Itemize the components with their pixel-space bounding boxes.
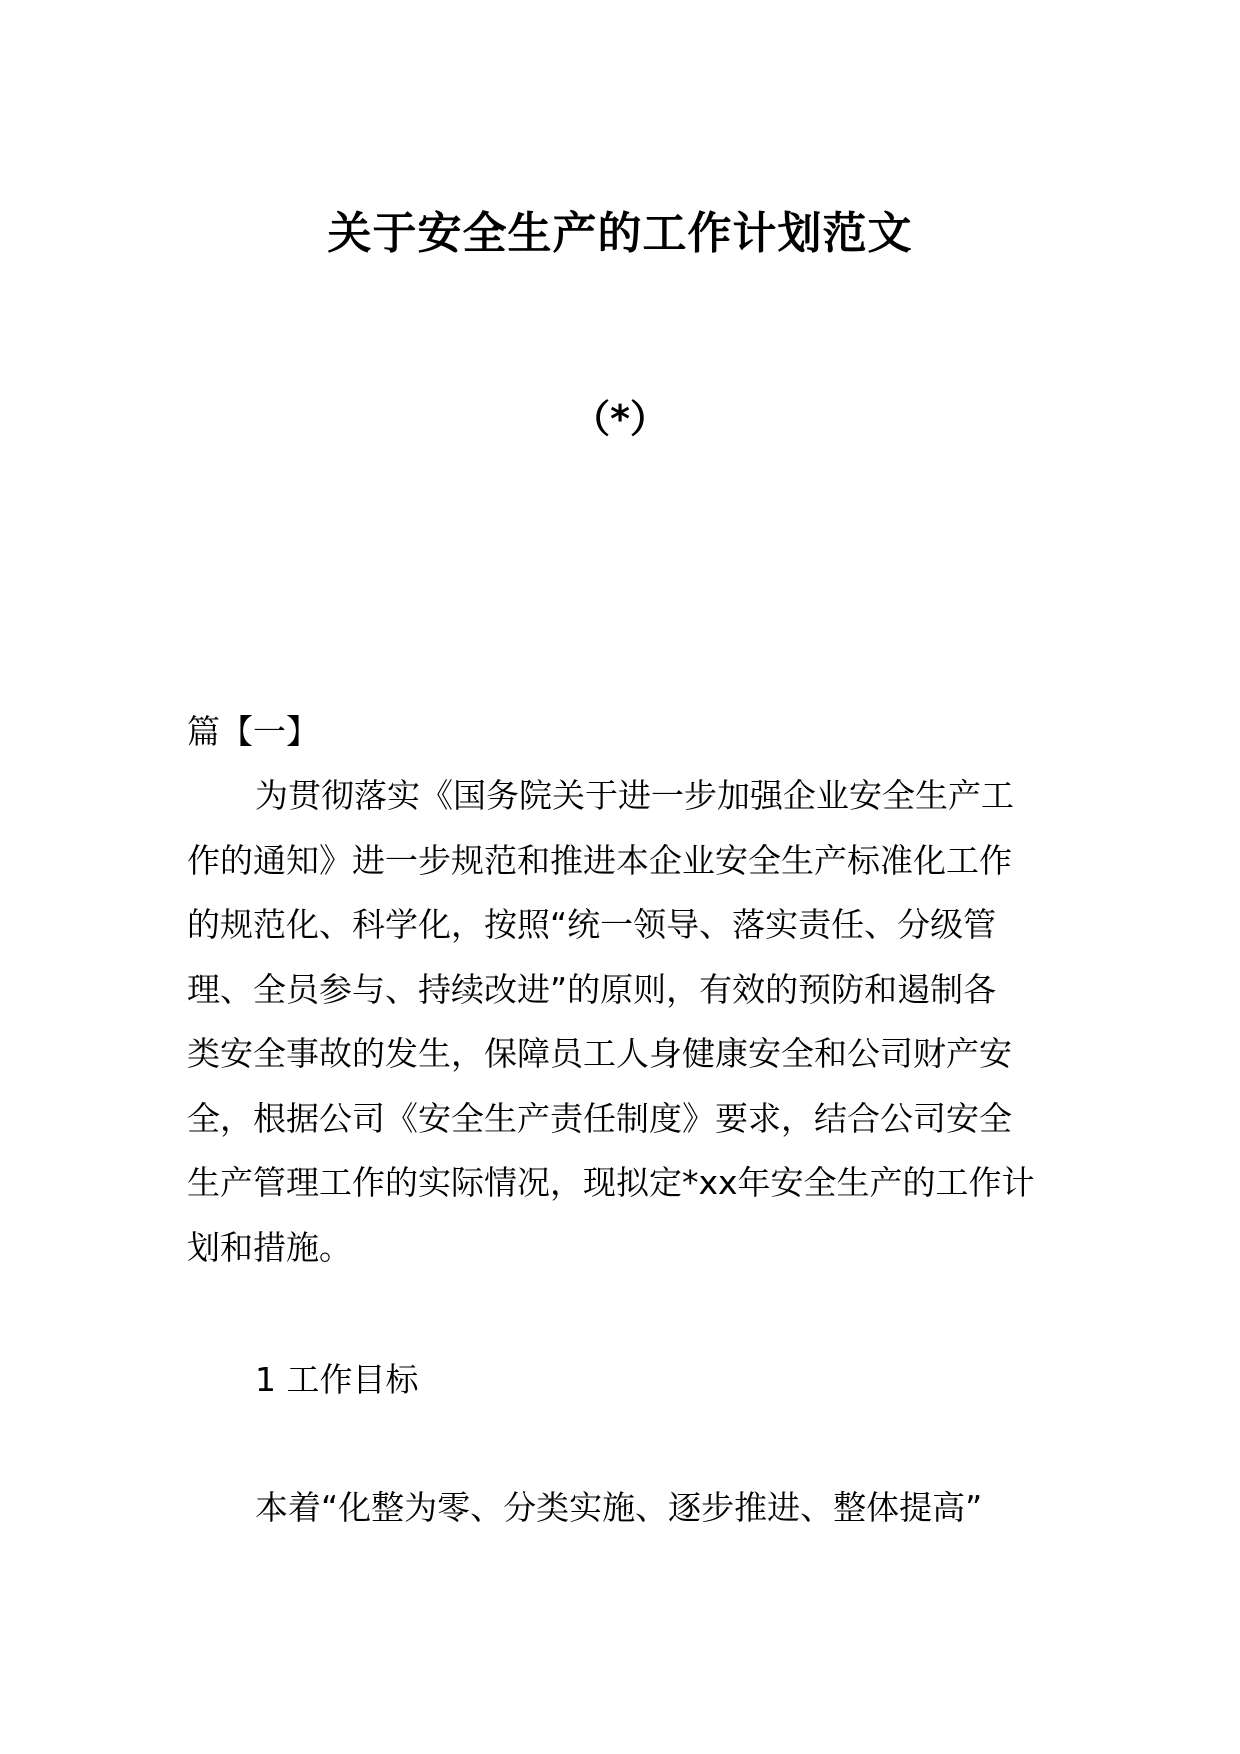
intro-line: 的规范化、科学化，按照“统一领导、落实责任、分级管 xyxy=(187,905,997,944)
intro-line: 作的通知》进一步规范和推进本企业安全生产标准化工作 xyxy=(187,840,1012,880)
intro-line: 全，根据公司《安全生产责任制度》要求，结合公司安全 xyxy=(187,1098,1012,1138)
goal-paragraph: 本着“化整为零、分类实施、逐步推进、整体提高” xyxy=(255,1488,983,1527)
document-subtitle: （*） xyxy=(572,397,668,441)
intro-paragraph xyxy=(187,764,1053,1280)
section-heading: 篇【一】 xyxy=(187,712,319,751)
intro-line: 类安全事故的发生，保障员工人身健康安全和公司财产安 xyxy=(187,1034,1012,1073)
intro-line: 生产管理工作的实际情况，现拟定*xx年安全生产的工作计 xyxy=(187,1163,1035,1202)
intro-line: 划和措施。 xyxy=(187,1227,352,1267)
intro-line: 为贯彻落实《国务院关于进一步加强企业安全生产工 xyxy=(255,776,1014,815)
intro-line: 理、全员参与、持续改进”的原则，有效的预防和遏制各 xyxy=(187,969,997,1009)
document-title: 关于安全生产的工作计划范文 xyxy=(327,208,913,259)
goal-heading: 1 工作目标 xyxy=(255,1360,419,1399)
